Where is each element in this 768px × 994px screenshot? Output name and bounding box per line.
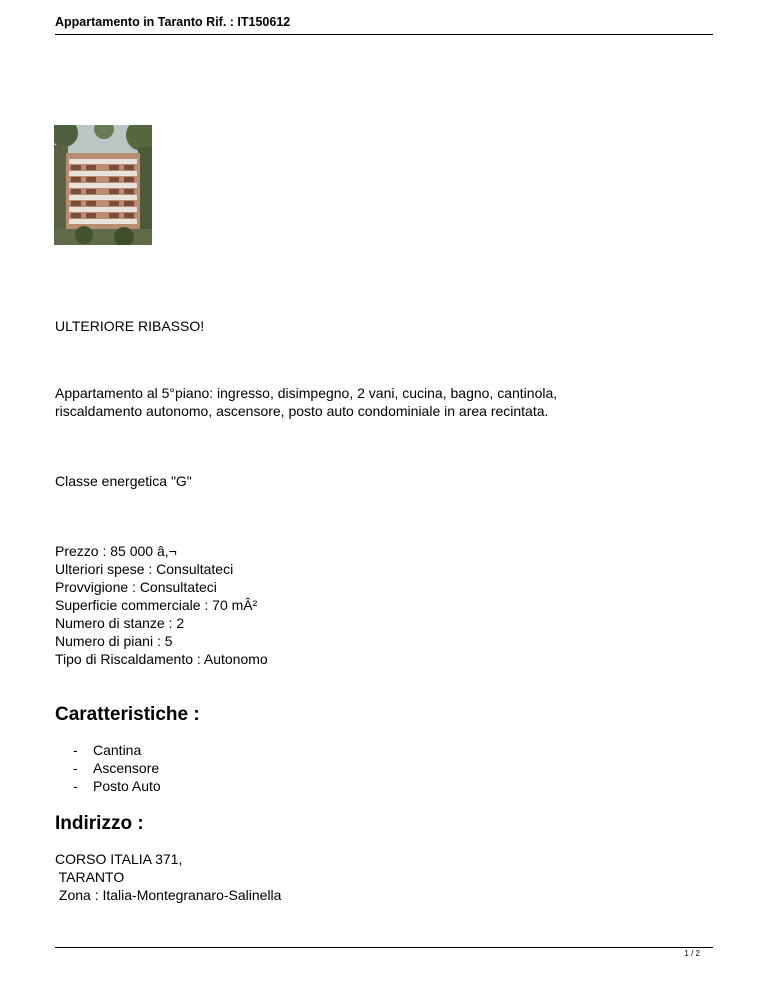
features-heading: Caratteristiche : — [55, 704, 200, 725]
feature-item — [73, 777, 161, 795]
detail-price: Prezzo : 85 000 â,¬ — [55, 543, 177, 559]
detail-rooms: Numero di stanze : 2 — [55, 615, 185, 631]
feature-bullet: - — [73, 742, 78, 758]
headline: ULTERIORE RIBASSO! — [55, 318, 205, 334]
page-number: 1 / 2 — [684, 949, 700, 958]
property-photo — [54, 125, 152, 245]
address-heading: Indirizzo : — [55, 813, 144, 834]
feature-bullet: - — [73, 778, 78, 794]
feature-item — [73, 759, 159, 777]
document-header: Appartamento in Taranto Rif. : IT150612 — [55, 15, 291, 29]
detail-commission: Provvigione : Consultateci — [55, 579, 217, 595]
feature-bullet: - — [73, 760, 78, 776]
detail-floors: Numero di piani : 5 — [55, 633, 173, 649]
header-divider — [55, 34, 713, 35]
description-line-2: riscaldamento autonomo, ascensore, posto auto condominiale in area recintata. — [55, 403, 549, 419]
address-city: TARANTO — [55, 869, 125, 885]
address-street: CORSO ITALIA 371, — [55, 851, 183, 867]
footer-divider — [55, 947, 713, 948]
detail-extra-costs: Ulteriori spese : Consultateci — [55, 561, 234, 577]
feature-label: Cantina — [93, 742, 142, 758]
detail-surface: Superficie commerciale : 70 mÂ² — [55, 597, 258, 613]
feature-label: Ascensore — [93, 760, 160, 776]
feature-item — [73, 741, 141, 759]
energy-class: Classe energetica "G" — [55, 473, 192, 489]
feature-label: Posto Auto — [93, 778, 161, 794]
detail-heating: Tipo di Riscaldamento : Autonomo — [55, 651, 268, 667]
address-zone: Zona : Italia-Montegranaro-Salinella — [55, 887, 282, 903]
description-line-1: Appartamento al 5°piano: ingresso, disimpegno, 2 vani, cucina, bagno, cantinola, — [55, 385, 558, 401]
